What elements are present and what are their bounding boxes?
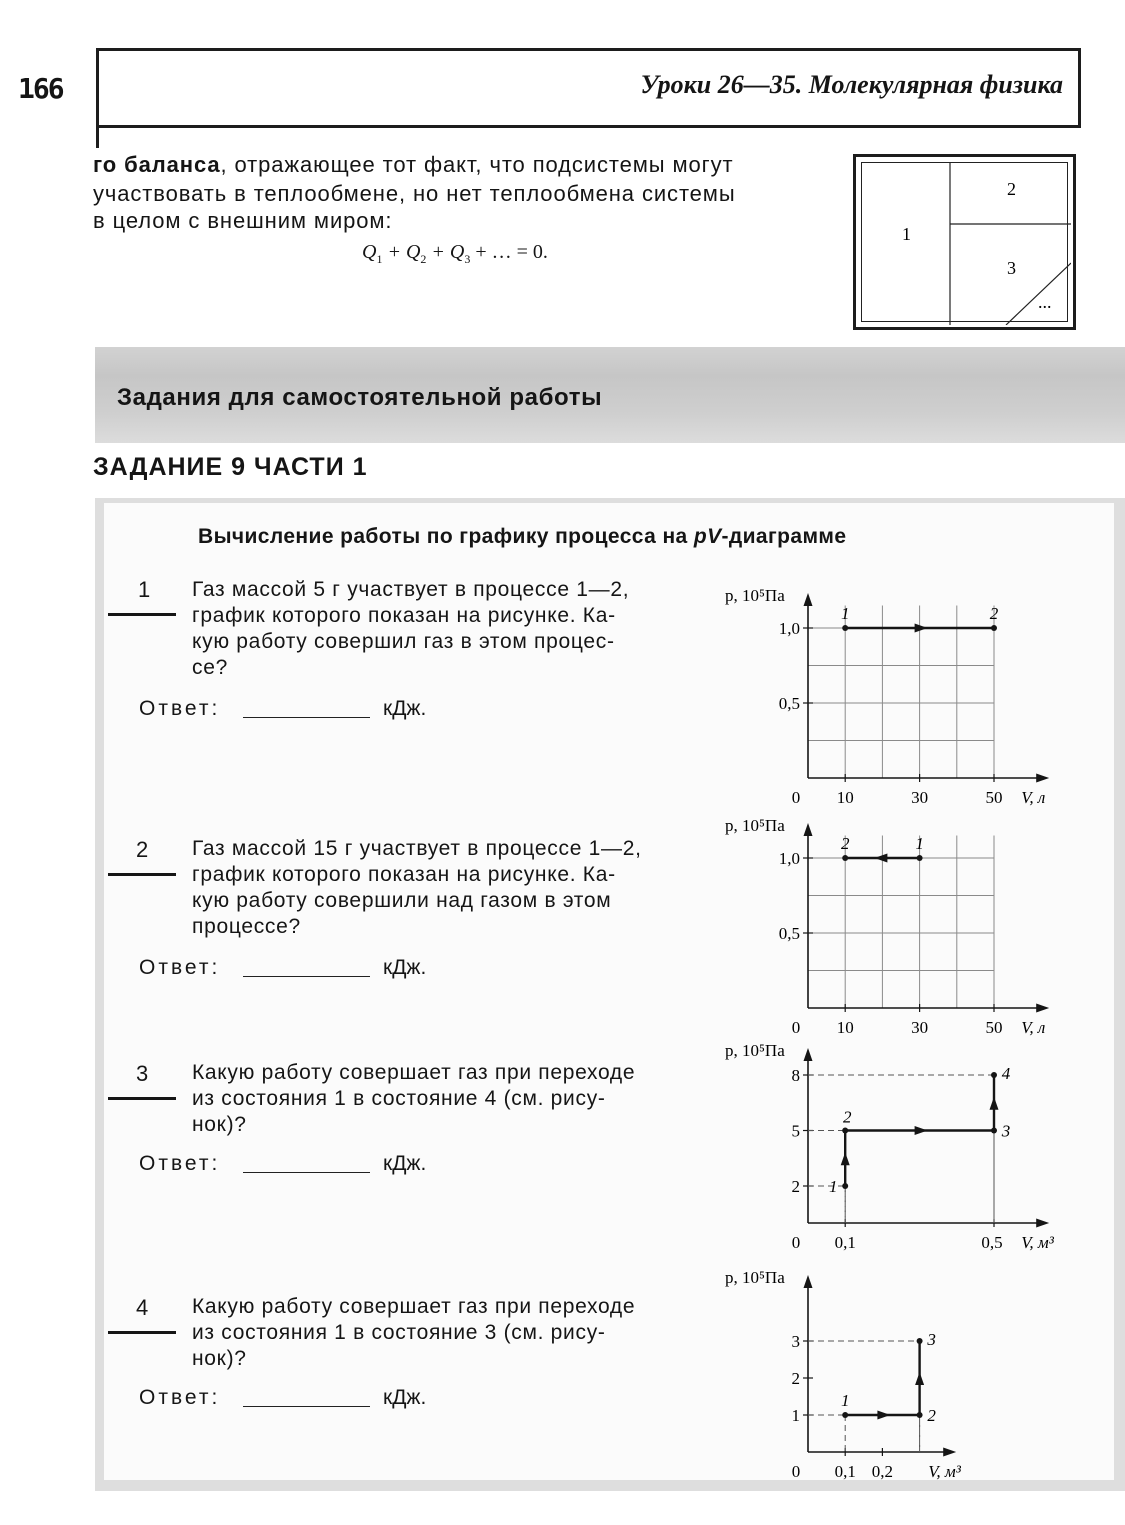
state-label-3: 3 <box>927 1330 936 1349</box>
problem-3-answer-unit: кДж. <box>383 1152 427 1175</box>
x-axis-label: V, м³ <box>928 1462 961 1481</box>
intro-line-2: участвовать в теплообмене, но нет теплообмена системы <box>93 181 736 206</box>
y-axis-arrow <box>804 1048 813 1061</box>
x-axis-label: V, л <box>1021 788 1046 807</box>
process-arrow <box>915 1126 928 1135</box>
state-label-1: 1 <box>840 1391 850 1410</box>
process-arrow <box>841 1152 850 1165</box>
state-label-3: 3 <box>1001 1121 1011 1141</box>
pv-chart-2 <box>715 815 1070 1040</box>
state-point-2 <box>842 1128 848 1134</box>
y-axis-arrow <box>804 1275 813 1288</box>
problem-2-number: 2 <box>136 837 149 862</box>
panel-title: Вычисление работы по графику процесса на pV-диаграмме <box>198 525 847 548</box>
x-tick-label: 0,1 <box>834 1462 856 1481</box>
y-tick-label: 1,0 <box>778 849 800 868</box>
problem-2-answer-label: Ответ: <box>139 956 221 979</box>
state-point-2 <box>842 855 848 861</box>
intro-line-1-rest: , отражающее тот факт, что подсистемы могут <box>220 152 734 177</box>
problem-1-number: 1 <box>138 577 151 602</box>
problem-3-bar <box>108 1097 176 1100</box>
task-heading: ЗАДАНИЕ 9 ЧАСТИ 1 <box>93 453 368 481</box>
state-label-2: 2 <box>842 1107 852 1127</box>
subsystem-label-2: 2 <box>1007 179 1016 199</box>
x-tick-label: 0 <box>791 1462 801 1481</box>
section-title: Задания для самостоятельной работы <box>117 384 603 411</box>
page-number: 166 <box>18 72 63 105</box>
x-tick-label: 0,1 <box>834 1233 856 1252</box>
pv-chart-4 <box>715 1267 1070 1492</box>
pv-chart-3 <box>715 1040 1070 1265</box>
y-tick-label: 5 <box>791 1121 800 1141</box>
intro-line-3: в целом с внешним миром: <box>93 208 393 233</box>
y-axis-label: p, 10⁵Па <box>725 1041 785 1060</box>
state-point-1 <box>842 625 848 631</box>
state-point-1 <box>917 855 923 861</box>
y-tick-label: 3 <box>791 1332 800 1351</box>
state-point-2 <box>991 625 997 631</box>
y-axis-arrow <box>804 593 813 606</box>
state-label-1: 1 <box>840 604 850 623</box>
problem-1-answer-unit: кДж. <box>383 697 427 720</box>
subsystem-label-more: ... <box>1038 292 1052 312</box>
header-frame-stub <box>96 126 99 148</box>
problem-4-answer-unit: кДж. <box>383 1386 427 1409</box>
problem-4-text: Какую работу совершает газ при переходе из состояния 1 в состояние 3 (см. рису- нок)? <box>192 1295 636 1370</box>
subsystems-diagram <box>853 154 1076 330</box>
x-tick-label: 0 <box>791 1018 801 1037</box>
x-tick-label: 0 <box>791 788 801 807</box>
y-axis-label: p, 10⁵Па <box>725 816 785 835</box>
problem-2-answer-field[interactable] <box>243 976 370 977</box>
y-tick-label: 1 <box>791 1406 800 1425</box>
x-tick-label: 30 <box>911 1018 929 1037</box>
x-axis-label: V, л <box>1021 1018 1046 1037</box>
intro-bold-term: го баланса <box>93 152 221 177</box>
x-axis-arrow <box>1036 1004 1049 1013</box>
state-point-3 <box>991 1128 997 1134</box>
problem-1-text: Газ массой 5 г участвует в процессе 1—2, график которого показан на рисунке. Ка- кую работу совершил газ в этом процес- се? <box>192 578 630 679</box>
y-tick-label: 1,0 <box>778 619 800 638</box>
process-arrow <box>874 854 887 863</box>
x-tick-label: 10 <box>836 1018 854 1037</box>
y-tick-label: 0,5 <box>778 924 800 943</box>
x-axis-arrow <box>1036 774 1049 783</box>
process-arrow <box>877 1411 890 1420</box>
problem-1-answer-field[interactable] <box>243 717 370 718</box>
state-label-1: 1 <box>828 1177 838 1196</box>
pv-chart-1 <box>715 585 1070 810</box>
problem-2-answer-unit: кДж. <box>383 956 427 979</box>
x-tick-label: 0 <box>791 1233 801 1252</box>
heat-balance-formula: $Q_1 + Q_2 + Q_3$ + … = 0. <box>362 241 548 266</box>
state-label-1: 1 <box>915 834 924 853</box>
subsystem-label-3: 3 <box>1007 258 1016 278</box>
state-point-4 <box>991 1072 997 1078</box>
x-tick-label: 30 <box>911 788 929 807</box>
x-tick-label: 50 <box>985 788 1003 807</box>
y-axis-arrow <box>804 823 813 836</box>
x-tick-label: 0,2 <box>871 1462 894 1481</box>
x-tick-label: 0,5 <box>981 1233 1003 1252</box>
state-point-1 <box>842 1412 848 1418</box>
y-axis-label: p, 10⁵Па <box>725 1268 785 1287</box>
running-header-title: Уроки 26—35. Молекулярная физика <box>640 70 1063 99</box>
process-arrow <box>915 1372 924 1385</box>
intro-line-1 <box>93 152 733 178</box>
problem-4-answer-label: Ответ: <box>139 1386 221 1409</box>
state-point-2 <box>917 1412 923 1418</box>
problem-3-answer-label: Ответ: <box>139 1152 221 1175</box>
subsystem-label-1: 1 <box>902 224 911 244</box>
problem-4-bar <box>108 1331 176 1334</box>
problem-1-answer-label: Ответ: <box>139 697 221 720</box>
problem-3-number: 3 <box>136 1061 149 1086</box>
process-arrow <box>990 1097 999 1110</box>
state-label-4: 4 <box>1001 1064 1011 1083</box>
problem-1-bar <box>108 613 176 616</box>
state-label-2: 2 <box>989 604 999 623</box>
problem-3-text: Какую работу совершает газ при переходе из состояния 1 в состояние 4 (см. рису- нок)? <box>192 1061 636 1136</box>
state-point-1 <box>842 1183 848 1189</box>
y-tick-label: 0,5 <box>778 694 800 713</box>
problem-2-bar <box>108 873 176 876</box>
process-arrow <box>915 624 928 633</box>
problem-4-answer-field[interactable] <box>243 1406 370 1407</box>
x-tick-label: 10 <box>836 788 854 807</box>
problem-3-answer-field[interactable] <box>243 1172 370 1173</box>
state-label-2: 2 <box>840 834 850 853</box>
x-tick-label: 50 <box>985 1018 1003 1037</box>
y-tick-label: 2 <box>791 1369 800 1388</box>
x-axis-arrow <box>1036 1219 1049 1228</box>
x-axis-label: V, м³ <box>1021 1233 1054 1252</box>
problem-2-text: Газ массой 15 г участвует в процессе 1—2, график которого показан на рисунке. Ка- кую работу совершили над газом в этом процессе? <box>192 837 642 938</box>
y-tick-label: 2 <box>791 1177 800 1196</box>
state-point-3 <box>917 1338 923 1344</box>
state-label-2: 2 <box>927 1406 936 1425</box>
x-axis-arrow <box>943 1448 956 1457</box>
y-tick-label: 8 <box>791 1066 800 1085</box>
problem-4-number: 4 <box>136 1295 149 1320</box>
y-axis-label: p, 10⁵Па <box>725 586 785 605</box>
